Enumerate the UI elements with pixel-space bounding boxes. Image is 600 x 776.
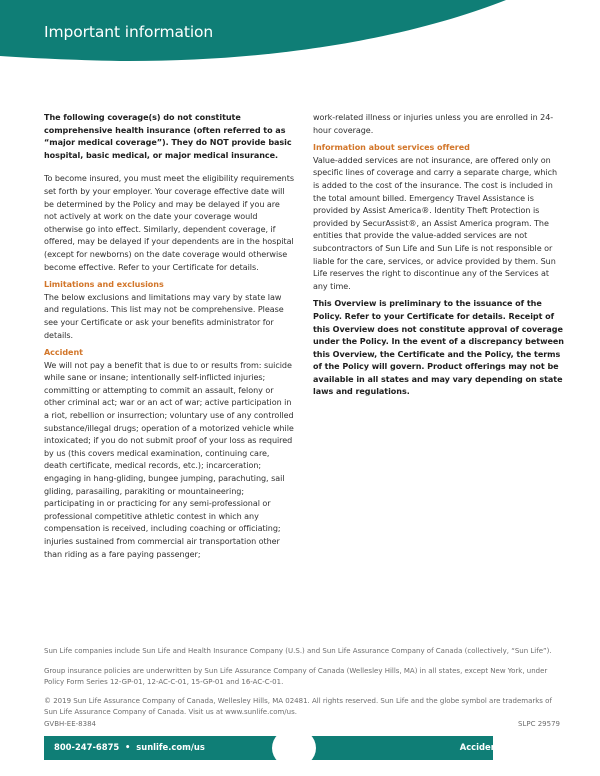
footer-companies-note: [44, 646, 564, 657]
limitations-paragraph: The below exclusions and limitations may vary by state law and regulations. This list may not be comprehensive. Please see your Certificate or ask your benefits administrator for details.: [44, 292, 284, 340]
slpc-code: SLPC 29579: [518, 720, 560, 728]
overview-disclaimer: This Overview is preliminary to the issuance of the Policy. Refer to your Certificate for details. Receipt of this Overview does not constitute approval of coverage under the Policy. In the event of a discrepancy between this Overview, the Certificate and the Policy, the terms of the Policy will govern. Product offerings may not be available in all states and may vary depending on state laws and regulations.: [313, 299, 564, 397]
footer-copyright-note: [44, 696, 564, 717]
services-paragraph: Value-added services are not insurance, are offered only on specific lines of coverage and carry a separate charge, which is added to the cost of the insurance. The cost is included in the total amount billed. Emergency Travel Assistance is provided by Assist America®. Identity Theft Protection is provided by SecurAssist®, an Assist America program. The entities that provide the value-added services are not subcontractors of Sun Life and Sun Life is not responsible or liable for the care, services, or advice provided by them. Sun Life reserves the right to discontinue any of the Services at any time.: [313, 155, 558, 291]
accident-heading: Accident: [44, 348, 83, 358]
eligibility-paragraph: To become insured, you must meet the eligibility requirements set forth by your employer. Your coverage effective date will be determined by the Policy and may be delayed if you are not actively at work on the date your coverage would otherwise go into effect. Similarly, dependent coverage, if offered, may be delayed if your dependents are in the hospital (except for newborns) on the date coverage would otherwise become effective. Refer to your Certificate for details.: [44, 174, 294, 272]
footer-companies-text: Sun Life companies include Sun Life and Health Insurance Company (U.S.) and Sun Life Assurance Company of Canada (collectively, “Sun Life”).: [44, 647, 552, 655]
accident-exclusions-paragraph: We will not pay a benefit that is due to or results from: suicide while sane or insane; intentionally self-inflicted injuries; committing or attempting to commit an assault, felony or other criminal act; war or an act of war; active participation in a riot, rebellion or insurrection; voluntary use of any controlled substance/illegal drugs; operation of a motorized vehicle while intoxicated; if you do not submit proof of your loss as required by us (this covers medical examination, continuing care, death certificate, medical records, etc.); incarceration; engaging in hang-gliding, bungee jumping, parachuting, sail gliding, parasailing, parakiting or mountaineering; participating in or practicing for any semi-professional or professional competitive athletic contest in which any compensation is received, including coaching or officiating; injuries sustained from commercial air transportation other than riding as a fare paying passenger;: [44, 360, 294, 559]
continued-exclusions-paragraph: work-related illness or injuries unless you are enrolled in 24-hour coverage.: [313, 113, 554, 135]
footer-copyright-text: © 2019 Sun Life Assurance Company of Canada, Wellesley Hills, MA 02481. All rights reserved. Sun Life and the globe symbol are trademarks of Sun Life Assurance Company of Canada. Visit us at www.sunlife.com/us.: [44, 697, 552, 716]
page-title: Important information: [44, 23, 214, 41]
left-column: [44, 112, 294, 561]
coverage-disclaimer: The following coverage(s) do not constitute comprehensive health insurance (often referred to as “major medical coverage”). They do NOT provide basic hospital, basic medical, or major medical insurance.: [44, 113, 292, 160]
footer-bar-circle-gap: [272, 728, 316, 768]
footer-underwriting-text: Group insurance policies are underwritten by Sun Life Assurance Company of Canada (Wellesley Hills, MA) in all states, except New York, under Policy Form Series 12-GP-01, 12-AC-C-01, 15-GP-01 and 16-AC-C-01.: [44, 667, 548, 686]
product-name: Accident Insurance: [459, 742, 550, 752]
form-code: GVBH-EE-8384: [44, 720, 96, 728]
right-column: [313, 112, 565, 399]
footer-underwriting-note: [44, 666, 564, 687]
limitations-heading: Limitations and exclusions: [44, 280, 164, 290]
services-heading: Information about services offered: [313, 143, 470, 153]
contact-info: 800-247-6875 • sunlife.com/us: [54, 742, 205, 752]
